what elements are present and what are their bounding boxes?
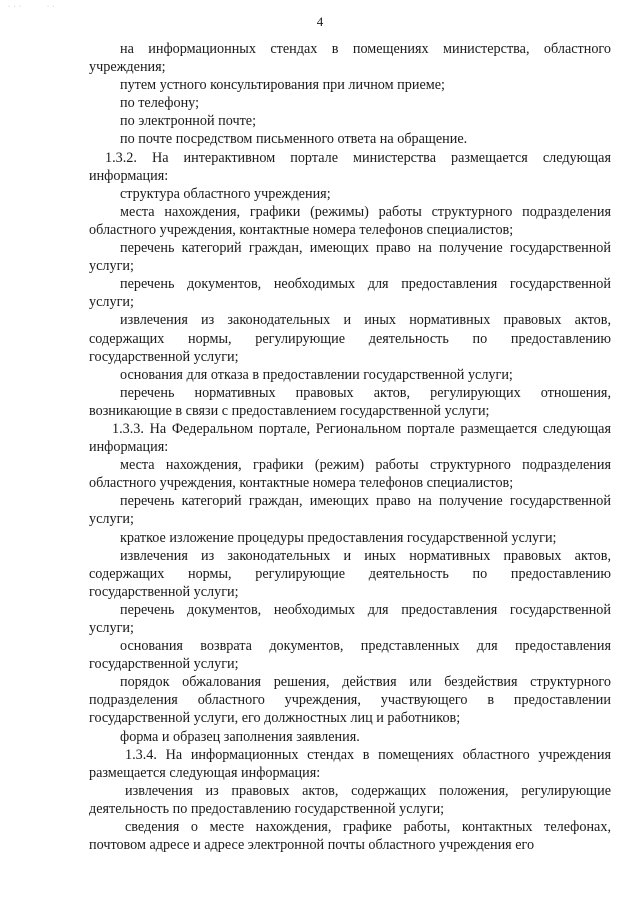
paragraph: перечень категорий граждан, имеющих право на получение государственной услуги; [89,240,611,275]
document-body [89,40,611,854]
paragraph: основания для отказа в предоставлении государственной услуги; [120,366,513,383]
scan-artifact: · · · · · [8,4,56,10]
paragraph: сведения о месте нахождения, графике работы, контактных телефонах, почтовом адресе и адресе электронной почты областного учреждения его [89,819,611,854]
paragraph: по электронной почте; [120,113,257,130]
paragraph: форма и образец заполнения заявления. [120,728,360,745]
paragraph: перечень документов, необходимых для предоставления государственной услуги; [89,601,611,636]
paragraph: краткое изложение процедуры предоставления государственной услуги; [120,529,557,546]
paragraph: места нахождения, графики (режимы) работы структурного подразделения областного учреждения, контактные номера телефонов специалистов; [89,203,611,238]
paragraph: перечень документов, необходимых для предоставления государственной услуги; [89,276,611,311]
section-paragraph: 1.3.2. На интерактивном портале министерства размещается следующая информация: [89,149,611,184]
paragraph: извлечения из правовых актов, содержащих положения, регулирующие деятельность по предоставлению государственной услуги; [89,782,611,817]
section-paragraph: 1.3.3. На Федеральном портале, Региональном портале размещается следующая информация: [89,420,611,456]
paragraph: структура областного учреждения; [120,185,331,202]
paragraph: по почте посредством письменного ответа на обращение. [120,131,468,148]
paragraph: по телефону; [120,95,200,112]
paragraph: путем устного консультирования при личном приеме; [120,77,445,94]
page-number: 4 [316,14,324,29]
paragraph: порядок обжалования решения, действия или бездействия структурного подразделения областного учреждения, участвующего в предоставлении государственной услуги, его должностных лиц и работников; [89,674,611,727]
paragraph: места нахождения, графики (режим) работы структурного подразделения областного учреждения, контактные номера телефонов специалистов; [89,457,611,492]
paragraph: извлечения из законодательных и иных нормативных правовых актов, содержащих нормы, регулирующие деятельность по предоставлению государственной услуги; [89,312,611,365]
paragraph: основания возврата документов, представленных для предоставления государственной услуги; [89,638,611,673]
paragraph: перечень нормативных правовых актов, регулирующих отношения, возникающие в связи с предоставлением государственной услуги; [89,384,611,419]
paragraph: на информационных стендах в помещениях министерства, областного учреждения; [89,41,611,76]
section-paragraph: 1.3.4. На информационных стендах в помещениях областного учреждения размещается следующая информация: [89,746,611,781]
paragraph: перечень категорий граждан, имеющих право на получение государственной услуги; [89,493,611,528]
paragraph: извлечения из законодательных и иных нормативных правовых актов, содержащих нормы, регулирующие деятельность по предоставлению государственной услуги; [89,547,611,600]
